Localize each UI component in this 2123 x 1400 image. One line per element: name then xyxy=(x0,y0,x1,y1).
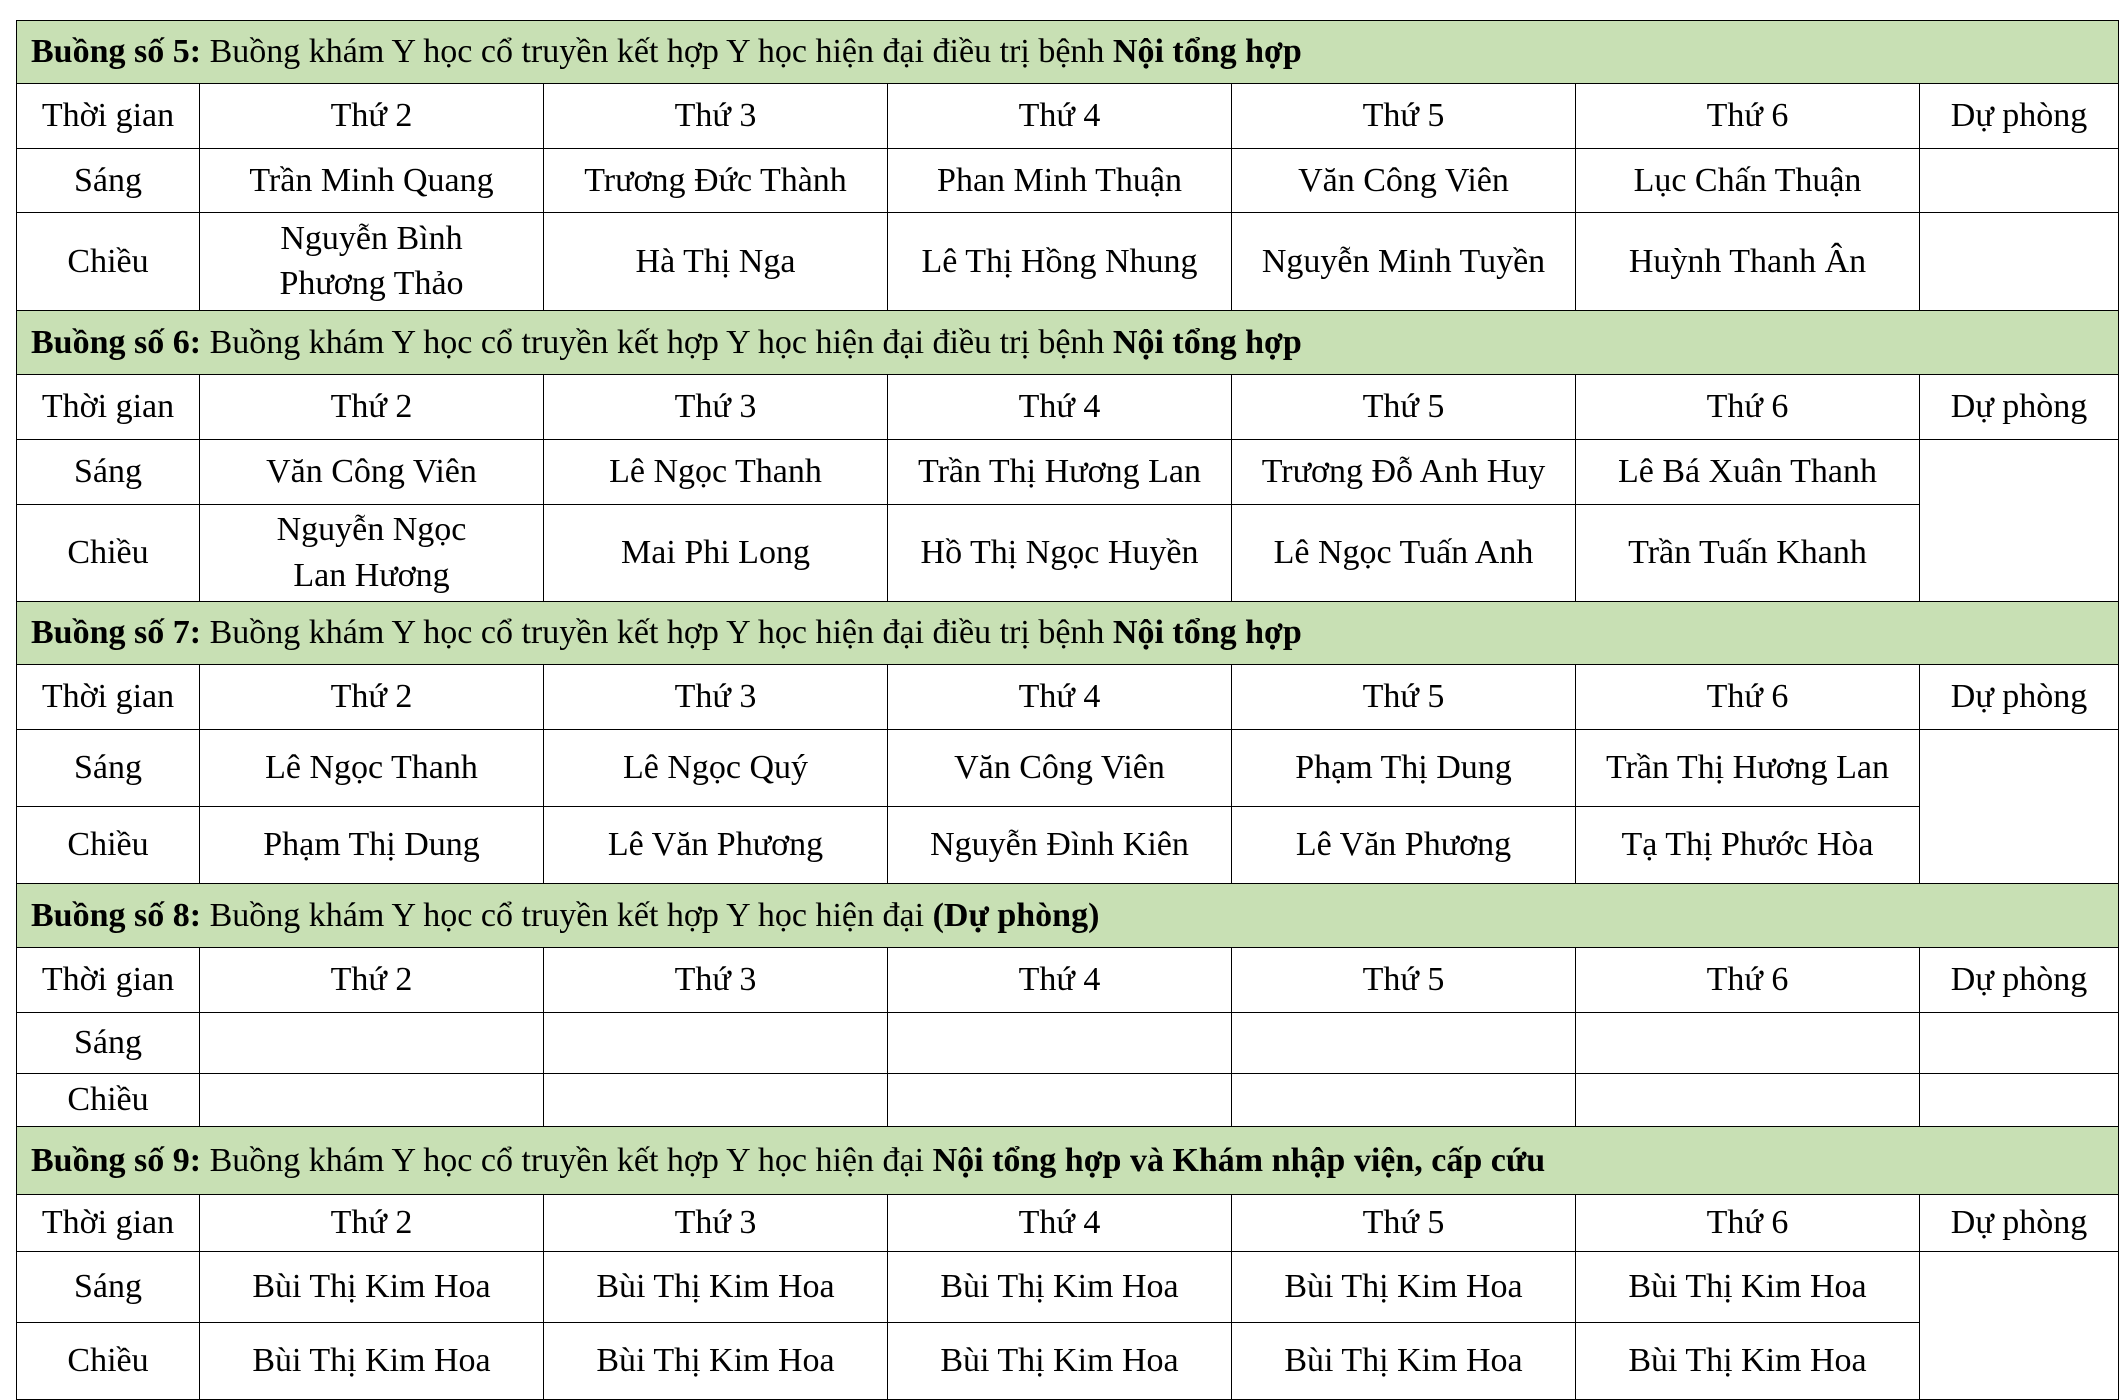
doctor-cell: Mai Phi Long xyxy=(544,504,888,601)
col-header-wed: Thứ 4 xyxy=(888,1195,1232,1252)
room-8-afternoon-row xyxy=(17,1073,2119,1126)
room-7-title-row xyxy=(17,602,2119,665)
col-header-reserve: Dự phòng xyxy=(1920,948,2119,1013)
schedule-table xyxy=(16,20,2119,1400)
col-header-mon: Thứ 2 xyxy=(200,83,544,148)
room-7-morning-row xyxy=(17,729,2119,806)
doctor-cell: Trương Đức Thành xyxy=(544,148,888,213)
doctor-cell: Bùi Thị Kim Hoa xyxy=(888,1322,1232,1399)
time-label: Sáng xyxy=(17,1013,200,1074)
room-label: Buồng số 9: xyxy=(31,1141,202,1179)
doctor-cell: Bùi Thị Kim Hoa xyxy=(200,1322,544,1399)
doctor-cell: Lục Chấn Thuận xyxy=(1576,148,1920,213)
doctor-cell: Huỳnh Thanh Ân xyxy=(1576,213,1920,310)
doctor-cell: Lê Văn Phương xyxy=(544,806,888,883)
col-header-fri: Thứ 6 xyxy=(1576,375,1920,440)
room-6-header-row xyxy=(17,375,2119,440)
room-9-header-row xyxy=(17,1195,2119,1252)
room-9-title xyxy=(17,1126,2119,1195)
doctor-cell: Trần Minh Quang xyxy=(200,148,544,213)
col-header-time: Thời gian xyxy=(17,664,200,729)
reserve-cell xyxy=(1920,729,2119,883)
room-6-title xyxy=(17,310,2119,375)
col-header-tue: Thứ 3 xyxy=(544,664,888,729)
doctor-cell: Văn Công Viên xyxy=(1232,148,1576,213)
room-7-title xyxy=(17,602,2119,665)
reserve-cell xyxy=(1920,148,2119,213)
doctor-cell: Văn Công Viên xyxy=(888,729,1232,806)
doctor-cell: Phạm Thị Dung xyxy=(200,806,544,883)
col-header-tue: Thứ 3 xyxy=(544,83,888,148)
room-5-title xyxy=(17,21,2119,84)
col-header-thu: Thứ 5 xyxy=(1232,664,1576,729)
room-specialty: Nội tổng hợp xyxy=(1112,32,1302,70)
col-header-wed: Thứ 4 xyxy=(888,375,1232,440)
doctor-cell: Trần Tuấn Khanh xyxy=(1576,504,1920,601)
col-header-mon: Thứ 2 xyxy=(200,375,544,440)
room-description: Buồng khám Y học cổ truyền kết hợp Y học hiện đại điều trị bệnh xyxy=(201,32,1113,70)
reserve-cell xyxy=(1920,213,2119,310)
col-header-time: Thời gian xyxy=(17,948,200,1013)
doctor-cell: Lê Ngọc Tuấn Anh xyxy=(1232,504,1576,601)
col-header-wed: Thứ 4 xyxy=(888,83,1232,148)
doctor-cell: Bùi Thị Kim Hoa xyxy=(544,1252,888,1323)
room-8-title xyxy=(17,883,2119,948)
doctor-cell: Bùi Thị Kim Hoa xyxy=(1232,1252,1576,1323)
doctor-cell: Lê Văn Phương xyxy=(1232,806,1576,883)
room-8-title-row xyxy=(17,883,2119,948)
time-label: Chiều xyxy=(17,213,200,310)
doctor-cell: Trần Thị Hương Lan xyxy=(1576,729,1920,806)
doctor-cell: Nguyễn Đình Kiên xyxy=(888,806,1232,883)
doctor-cell: Bùi Thị Kim Hoa xyxy=(1232,1322,1576,1399)
col-header-mon: Thứ 2 xyxy=(200,664,544,729)
room-description: Buồng khám Y học cổ truyền kết hợp Y học hiện đại xyxy=(201,1141,933,1179)
time-label: Sáng xyxy=(17,1252,200,1323)
col-header-tue: Thứ 3 xyxy=(544,948,888,1013)
doctor-cell xyxy=(888,1073,1232,1126)
time-label: Chiều xyxy=(17,806,200,883)
doctor-cell: Văn Công Viên xyxy=(200,440,544,505)
doctor-cell: Bùi Thị Kim Hoa xyxy=(1576,1322,1920,1399)
doctor-cell: Nguyễn Minh Tuyền xyxy=(1232,213,1576,310)
col-header-time: Thời gian xyxy=(17,375,200,440)
reserve-cell xyxy=(1920,1252,2119,1400)
col-header-reserve: Dự phòng xyxy=(1920,83,2119,148)
col-header-fri: Thứ 6 xyxy=(1576,948,1920,1013)
room-specialty: Nội tổng hợp xyxy=(1112,323,1302,361)
doctor-cell xyxy=(888,1013,1232,1074)
room-description: Buồng khám Y học cổ truyền kết hợp Y học hiện đại xyxy=(201,896,933,934)
doctor-cell xyxy=(200,1073,544,1126)
col-header-time: Thời gian xyxy=(17,1195,200,1252)
doctor-cell: Bùi Thị Kim Hoa xyxy=(544,1322,888,1399)
room-label: Buồng số 7: xyxy=(31,614,202,652)
doctor-cell: Nguyễn Ngọc Lan Hương xyxy=(200,504,544,601)
room-7-afternoon-row xyxy=(17,806,2119,883)
doctor-cell: Lê Thị Hồng Nhung xyxy=(888,213,1232,310)
doctor-cell: Hồ Thị Ngọc Huyền xyxy=(888,504,1232,601)
col-header-mon: Thứ 2 xyxy=(200,1195,544,1252)
doctor-cell: Bùi Thị Kim Hoa xyxy=(888,1252,1232,1323)
col-header-fri: Thứ 6 xyxy=(1576,1195,1920,1252)
time-label: Chiều xyxy=(17,1322,200,1399)
room-specialty: Nội tổng hợp xyxy=(1112,614,1302,652)
doctor-cell: Trần Thị Hương Lan xyxy=(888,440,1232,505)
room-5-morning-row xyxy=(17,148,2119,213)
reserve-cell xyxy=(1920,1013,2119,1074)
doctor-cell: Nguyễn Bình Phương Thảo xyxy=(200,213,544,310)
time-label: Chiều xyxy=(17,1073,200,1126)
room-6-title-row xyxy=(17,310,2119,375)
col-header-thu: Thứ 5 xyxy=(1232,83,1576,148)
room-6-afternoon-row xyxy=(17,504,2119,601)
room-7-header-row xyxy=(17,664,2119,729)
reserve-cell xyxy=(1920,440,2119,602)
doctor-cell xyxy=(200,1013,544,1074)
room-label: Buồng số 5: xyxy=(31,32,202,70)
room-specialty: (Dự phòng) xyxy=(932,896,1100,934)
doctor-cell: Trương Đỗ Anh Huy xyxy=(1232,440,1576,505)
doctor-cell: Hà Thị Nga xyxy=(544,213,888,310)
room-8-header-row xyxy=(17,948,2119,1013)
room-description: Buồng khám Y học cổ truyền kết hợp Y học hiện đại điều trị bệnh xyxy=(201,323,1113,361)
col-header-wed: Thứ 4 xyxy=(888,948,1232,1013)
doctor-cell: Phan Minh Thuận xyxy=(888,148,1232,213)
doctor-cell xyxy=(544,1013,888,1074)
col-header-thu: Thứ 5 xyxy=(1232,375,1576,440)
doctor-cell: Lê Ngọc Thanh xyxy=(544,440,888,505)
time-label: Sáng xyxy=(17,440,200,505)
col-header-thu: Thứ 5 xyxy=(1232,1195,1576,1252)
room-label: Buồng số 6: xyxy=(31,323,202,361)
doctor-cell: Lê Ngọc Thanh xyxy=(200,729,544,806)
room-9-afternoon-row xyxy=(17,1322,2119,1399)
col-header-time: Thời gian xyxy=(17,83,200,148)
doctor-cell: Bùi Thị Kim Hoa xyxy=(200,1252,544,1323)
col-header-reserve: Dự phòng xyxy=(1920,1195,2119,1252)
col-header-tue: Thứ 3 xyxy=(544,375,888,440)
room-5-header-row xyxy=(17,83,2119,148)
col-header-mon: Thứ 2 xyxy=(200,948,544,1013)
doctor-cell: Lê Ngọc Quý xyxy=(544,729,888,806)
col-header-reserve: Dự phòng xyxy=(1920,375,2119,440)
room-6-morning-row xyxy=(17,440,2119,505)
room-8-morning-row xyxy=(17,1013,2119,1074)
doctor-cell: Tạ Thị Phước Hòa xyxy=(1576,806,1920,883)
room-9-morning-row xyxy=(17,1252,2119,1323)
room-specialty: Nội tổng hợp và Khám nhập viện, cấp cứu xyxy=(932,1141,1546,1179)
doctor-cell xyxy=(1232,1013,1576,1074)
doctor-cell xyxy=(1232,1073,1576,1126)
doctor-cell: Lê Bá Xuân Thanh xyxy=(1576,440,1920,505)
time-label: Sáng xyxy=(17,729,200,806)
room-5-afternoon-row xyxy=(17,213,2119,310)
col-header-reserve: Dự phòng xyxy=(1920,664,2119,729)
col-header-thu: Thứ 5 xyxy=(1232,948,1576,1013)
reserve-cell xyxy=(1920,1073,2119,1126)
time-label: Chiều xyxy=(17,504,200,601)
room-9-title-row xyxy=(17,1126,2119,1195)
room-5-title-row xyxy=(17,21,2119,84)
col-header-wed: Thứ 4 xyxy=(888,664,1232,729)
time-label: Sáng xyxy=(17,148,200,213)
room-label: Buồng số 8: xyxy=(31,896,202,934)
room-description: Buồng khám Y học cổ truyền kết hợp Y học hiện đại điều trị bệnh xyxy=(201,614,1113,652)
doctor-cell xyxy=(544,1073,888,1126)
doctor-cell xyxy=(1576,1073,1920,1126)
doctor-cell: Phạm Thị Dung xyxy=(1232,729,1576,806)
doctor-cell xyxy=(1576,1013,1920,1074)
col-header-fri: Thứ 6 xyxy=(1576,83,1920,148)
doctor-cell: Bùi Thị Kim Hoa xyxy=(1576,1252,1920,1323)
col-header-tue: Thứ 3 xyxy=(544,1195,888,1252)
col-header-fri: Thứ 6 xyxy=(1576,664,1920,729)
